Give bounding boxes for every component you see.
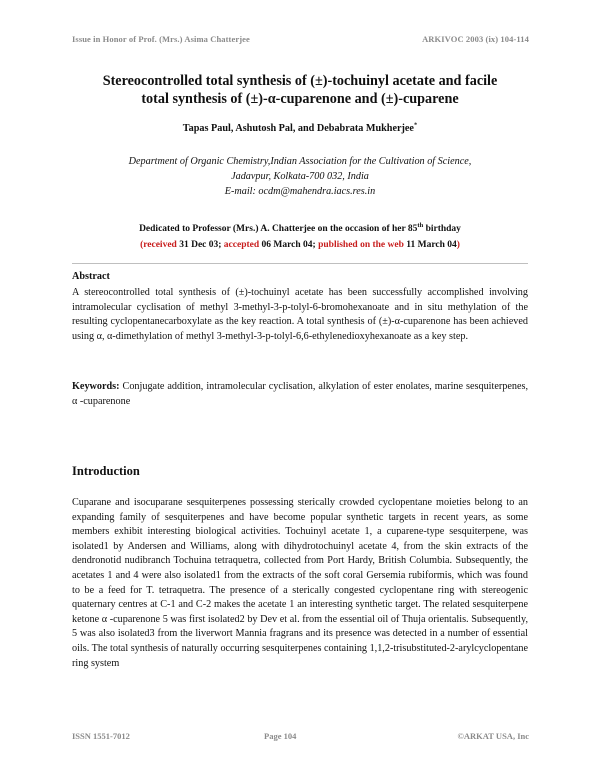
dedication [60, 221, 540, 253]
accepted-label: accepted [223, 240, 260, 250]
introduction-text: Cuparane and isocuparane sesquiterpenes possessing sterically crowded cyclopentane moieties belong to an expanding family of sesquiterpenes and have become popular synthetic targets in recent years, as some members exhibit interesting biological activities. Tochuinyl acetate 1, a cuparene-type sesquiterpene, was isolated1 by Andersen and Williams, along with dihydrotochuinyl acetate 4, from the skin extracts of the dendronotid nudibranch Tochuina tetraquetra, collected from Port Hardy, British Columbia. Subsequently, the acetates 1 and 4 were also isolated1 from the extracts of the soft coral Gersemia rubiformis, which was found to be a feed for T. tetraquetra. The presence of a sterically congested cyclopentane ring with stereogenic quaternary centres at C-1 and C-2 makes the acetate 1 an interesting synthetic target. The related sesquiterpene ketone α -cuparenone 5 was first isolated2 by Dev et al. from the essential oil of Thuja orientalis. Subsequently, 5 was also isolated3 from the liverwort Mannia fragrans and its presence was detected in a number of essential oils. The total synthesis of naturally occurring sesquiterpenes containing 1,1,2-trisubstituted-2-arylcyclopentane ring system [72, 497, 528, 669]
publication-dates: (received 31 Dec 03; accepted 06 March 04; published on the web 11 March 04) [140, 240, 460, 250]
paper-title [60, 72, 540, 108]
footer-issn: ISSN 1551-7012 [72, 731, 130, 741]
dedication-line: Dedicated to Professor (Mrs.) A. Chatterjee on the occasion of her 85th birthday [139, 221, 461, 234]
affiliation-line-2: Jadavpur, Kolkata-700 032, India [231, 171, 369, 182]
received-label: received [143, 240, 177, 250]
footer-page-number: Page 104 [264, 731, 297, 741]
received-date: 31 Dec 03; [176, 240, 224, 250]
introduction-heading: Introduction [72, 464, 140, 478]
affiliation-line-1: Department of Organic Chemistry,Indian Association for the Cultivation of Science, [128, 156, 472, 167]
title-line-2: total synthesis of (±)-α-cuparenone and (±)-cuparene [141, 91, 459, 107]
keywords-label: Keywords: [72, 381, 120, 392]
published-date: 11 March 04 [403, 240, 457, 250]
affiliation [60, 154, 540, 199]
keywords [72, 380, 528, 409]
corresponding-author-mark: * [413, 121, 418, 129]
section-divider [72, 263, 528, 264]
keywords-text: Conjugate addition, intramolecular cyclisation, alkylation of ester enolates, marine sesquiterpenes, α -cuparenone [72, 381, 528, 407]
footer-copyright: ©ARKAT USA, Inc [457, 731, 529, 741]
running-header-left: Issue in Honor of Prof. (Mrs.) Asima Chatterjee [72, 34, 250, 44]
title-line-1: Stereocontrolled total synthesis of (±)-tochuinyl acetate and facile [102, 73, 498, 89]
running-header-right: ARKIVOC 2003 (ix) 104-114 [422, 34, 529, 44]
abstract-text: A stereocontrolled total synthesis of (±)-tochuinyl acetate has been successfully accomplished involving intramolecular cyclisation of methyl 3-methyl-3-p-tolyl-6-bromohexanoate and in situ methylation of the resulting cyclopentanecarboxylate as the key reaction. A total synthesis of (±)-α-cuparenone has been achieved using α, α-dimethylation of methyl 3-methyl-3-p-tolyl-6,6-ethylenedioxyhexanoate as a key step. [72, 287, 528, 342]
author-list [60, 123, 540, 134]
accepted-date: 06 March 04; [259, 240, 319, 250]
affiliation-email: E-mail: ocdm@mahendra.iacs.res.in [224, 186, 376, 197]
author-names: Tapas Paul, Ashutosh Pal, and Debabrata Mukherjee [182, 123, 414, 134]
abstract-heading: Abstract [72, 271, 110, 282]
ordinal-suffix: th [417, 221, 424, 229]
published-label: published on the web [318, 240, 404, 250]
